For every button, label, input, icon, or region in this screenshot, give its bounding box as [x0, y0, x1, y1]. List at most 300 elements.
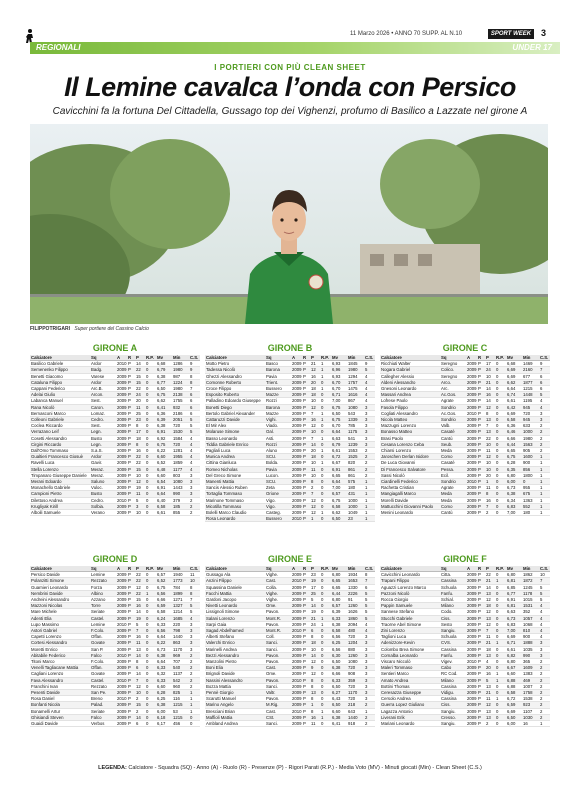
player-name-cell: Stella Lorenzo — [30, 466, 90, 472]
stat-cell: 53 — [172, 708, 189, 714]
stat-cell: 3 — [364, 696, 375, 702]
stat-cell: 2 — [485, 721, 495, 727]
stat-cell: P — [477, 690, 485, 696]
stat-cell: 0 — [145, 646, 156, 652]
player-name-cell: Ricchiuti Walter — [380, 361, 440, 367]
stat-cell: 12 — [485, 597, 495, 603]
stat-cell: 6,61 — [506, 398, 522, 404]
stat-cell: Viado. — [265, 423, 291, 429]
stat-cell: 1 — [320, 448, 331, 454]
stat-cell: 11 — [310, 466, 320, 472]
column-header: P — [135, 355, 145, 361]
stat-cell: Casatè — [440, 460, 466, 466]
stat-cell: P — [127, 590, 135, 596]
stat-cell: Citta. — [440, 572, 466, 578]
stat-cell: Palad. — [90, 702, 116, 708]
stat-cell: 12 — [310, 510, 320, 516]
stat-cell: Fanfu. — [440, 590, 466, 596]
stat-cell: 0 — [522, 479, 539, 485]
stat-cell: 2009 — [467, 702, 477, 708]
player-name-cell: Krugliyak Kirill — [30, 503, 90, 509]
stat-cell: 2009 — [117, 646, 127, 652]
stat-cell: 19 — [135, 485, 145, 491]
stat-cell: 9 — [310, 665, 320, 671]
stat-cell: 0 — [495, 392, 506, 398]
stat-cell: 1888 — [522, 640, 539, 646]
stat-cell: 9 — [189, 361, 200, 367]
stat-cell: P — [127, 386, 135, 392]
stat-cell: 633 — [522, 423, 539, 429]
stat-cell: P — [477, 634, 485, 640]
player-name-cell: Ghisiandi Steven — [30, 714, 90, 720]
stat-cell: 0 — [145, 410, 156, 416]
stat-cell: P — [302, 448, 310, 454]
stat-cell: 1 — [539, 454, 550, 460]
stat-cell: 0 — [145, 479, 156, 485]
stat-cell: 542 — [172, 677, 189, 683]
stat-cell: 4 — [364, 373, 375, 379]
stat-cell: 2009 — [467, 721, 477, 727]
stat-cell: Lucon. — [265, 472, 291, 478]
stat-cell: P — [302, 485, 310, 491]
stat-cell: 8 — [189, 584, 200, 590]
stat-cell: 720 — [522, 410, 539, 416]
stat-cell: 5 — [364, 597, 375, 603]
stat-cell: 2 — [539, 714, 550, 720]
stat-cell: 1653 — [347, 578, 364, 584]
stat-cell: 1553 — [347, 448, 364, 454]
column-header: R.P. — [495, 355, 506, 361]
stat-cell: 10 — [485, 466, 495, 472]
stat-cell: 0 — [320, 516, 331, 522]
column-header: P — [310, 566, 320, 572]
stat-cell: P — [302, 683, 310, 689]
player-name-cell: Pesenti Davide — [30, 690, 90, 696]
player-name-cell: Sassi Nicolò — [380, 472, 440, 478]
stat-cell: Ciss. — [440, 702, 466, 708]
stat-cell: 6,58 — [506, 690, 522, 696]
stat-cell: P — [127, 628, 135, 634]
stat-cell: 4 — [189, 454, 200, 460]
stat-cell: 6,60 — [156, 683, 172, 689]
stat-cell: 2 — [364, 702, 375, 708]
column-header: Calciatore — [380, 355, 440, 361]
stat-cell: P — [302, 423, 310, 429]
player-name-cell: Scarutti Manuel — [205, 696, 265, 702]
stat-cell: 15 — [135, 379, 145, 385]
stat-cell: P — [127, 466, 135, 472]
stat-cell: 22 — [135, 590, 145, 596]
stat-cell: P — [302, 640, 310, 646]
stat-cell: 0 — [145, 454, 156, 460]
stat-cell: 6,88 — [506, 683, 522, 689]
section-label: REGIONALI — [36, 43, 81, 52]
column-header: Sq — [265, 566, 291, 572]
stat-cell: 0 — [495, 603, 506, 609]
stat-cell: 2010 — [467, 659, 477, 665]
stat-cell: 6 — [310, 628, 320, 634]
stat-cell: 1 — [320, 361, 331, 367]
player-name-cell: Maffioli Mattia — [205, 714, 265, 720]
stat-cell: 1 — [310, 702, 320, 708]
stat-cell: 1584 — [172, 435, 189, 441]
stat-cell: 2226 — [347, 590, 364, 596]
column-header: C.S. — [540, 566, 549, 571]
column-header: Sq — [440, 566, 466, 572]
column-header: Mv — [506, 355, 522, 361]
stat-cell: Oal. — [265, 429, 291, 435]
stat-cell: Meraz. — [90, 466, 116, 472]
stat-cell: Busto — [90, 491, 116, 497]
player-name-cell: Labanca Manuel — [30, 398, 90, 404]
stat-cell: 4 — [364, 628, 375, 634]
stat-cell: Legn. — [90, 441, 116, 447]
stat-cell: 0 — [320, 491, 331, 497]
stat-cell: P — [127, 485, 135, 491]
stat-cell: 6,62 — [506, 379, 522, 385]
stat-cell: 10 — [310, 398, 320, 404]
stat-cell: 6,91 — [331, 466, 347, 472]
stat-cell: 6,75 — [331, 417, 347, 423]
stat-cell: 3 — [364, 659, 375, 665]
stat-cell: 720 — [347, 634, 364, 640]
stat-cell: 1757 — [347, 379, 364, 385]
stat-cell: 6,70 — [331, 379, 347, 385]
stat-cell: 900 — [522, 460, 539, 466]
stat-cell: 6,50 — [331, 516, 347, 522]
player-name-cell: Rachetta Cristian — [380, 485, 440, 491]
column-header: Min — [172, 566, 189, 572]
stat-cell: 1 — [485, 479, 495, 485]
column-header: Min — [522, 355, 539, 361]
stat-cell: 0 — [145, 429, 156, 435]
stat-cell: 2009 — [467, 460, 477, 466]
stat-cell: 2 — [539, 441, 550, 447]
column-header: Sq — [440, 355, 466, 361]
stat-cell: 2009 — [467, 609, 477, 615]
stat-cell: Sangiu. — [440, 708, 466, 714]
stat-cell: P — [477, 472, 485, 478]
stat-cell: 8 — [310, 683, 320, 689]
stat-cell: P — [302, 398, 310, 404]
stat-cell: 16 — [485, 497, 495, 503]
stat-cell: Varese — [90, 373, 116, 379]
stat-cell: 2 — [189, 510, 200, 516]
stat-cell: 13 — [485, 417, 495, 423]
stat-cell: 2009 — [292, 572, 302, 578]
stat-cell: 945 — [522, 417, 539, 423]
stat-cell: P — [477, 379, 485, 385]
stat-cell: Vighi. — [265, 417, 291, 423]
player-name-cell: Mazzugni Lorenzo — [380, 423, 440, 429]
stat-cell: P — [127, 510, 135, 516]
stat-cell: Como — [440, 454, 466, 460]
stat-cell: 6,00 — [156, 708, 172, 714]
stat-cell: P — [302, 665, 310, 671]
column-header: A — [466, 355, 477, 361]
stat-cell: 7 — [485, 628, 495, 634]
stat-cell: 6,52 — [156, 460, 172, 466]
player-name-cell: Massari Andrea — [380, 392, 440, 398]
stat-cell: 6,81 — [506, 603, 522, 609]
stat-cell: 8 — [189, 379, 200, 385]
stat-cell: 0 — [495, 690, 506, 696]
player-name-cell: Guerra Lopez Giuliano — [380, 702, 440, 708]
stat-cell: P — [302, 404, 310, 410]
stat-cell: Pavon. — [265, 659, 291, 665]
stat-cell: 6,70 — [331, 386, 347, 392]
stat-cell: Arcon. — [90, 392, 116, 398]
stat-cell: 6 — [189, 392, 200, 398]
player-name-cell: Stucchi Gabriele — [380, 615, 440, 621]
stat-cell: 3 — [539, 640, 550, 646]
stat-cell: 18 — [310, 386, 320, 392]
stat-cell: 6,50 — [331, 659, 347, 665]
stat-cell: 5 — [189, 609, 200, 615]
stat-cell: 12 — [310, 423, 320, 429]
stat-cell: 0 — [320, 472, 331, 478]
stat-cell: Pavon. — [265, 696, 291, 702]
stat-cell: 1 — [320, 708, 331, 714]
stat-cell: 2 — [189, 497, 200, 503]
stat-cell: P — [127, 721, 135, 727]
stat-cell: 20 — [310, 379, 320, 385]
stat-cell: 6,34 — [506, 497, 522, 503]
stat-cell: 798 — [172, 628, 189, 634]
stat-cell: 8 — [135, 659, 145, 665]
stat-cell: 0 — [145, 466, 156, 472]
stat-cell: P — [477, 683, 485, 689]
stat-cell: 2009 — [467, 454, 477, 460]
stat-cell: 6,69 — [506, 373, 522, 379]
stat-cell: 2 — [189, 677, 200, 683]
stat-cell: 1 — [189, 690, 200, 696]
stat-cell: 10 — [485, 441, 495, 447]
stat-cell: 0 — [145, 634, 156, 640]
player-name-cell: Cattaruzzi Davide — [205, 417, 265, 423]
stat-cell: Barona — [265, 367, 291, 373]
stat-cell: Pessa. — [440, 466, 466, 472]
player-name-cell: Croce Filippo — [205, 386, 265, 392]
stat-cell: P — [302, 479, 310, 485]
stat-cell: 1049 — [347, 510, 364, 516]
stat-cell: 6,27 — [331, 690, 347, 696]
stat-cell: 2009 — [467, 652, 477, 658]
stat-cell: P — [302, 659, 310, 665]
stat-cell: 0 — [189, 714, 200, 720]
stat-cell: 1080 — [172, 479, 189, 485]
stat-cell: 12 — [310, 659, 320, 665]
stat-cell: 1 — [539, 466, 550, 472]
stat-cell: 0 — [320, 392, 331, 398]
stat-cell: 0 — [145, 510, 156, 516]
stat-cell: 3 — [364, 671, 375, 677]
stat-cell: P — [127, 696, 135, 702]
stat-cell: Vigo. — [265, 497, 291, 503]
stat-cell: 6,54 — [156, 479, 172, 485]
player-name-cell: Venelli Tagliacane Mattia — [30, 665, 90, 671]
stat-cell: 6,56 — [156, 628, 172, 634]
stat-cell: 0 — [145, 640, 156, 646]
stat-cell: 1170 — [347, 690, 364, 696]
stat-cell: 2009 — [292, 503, 302, 509]
stat-cell: 0 — [145, 597, 156, 603]
stat-cell: 3 — [364, 429, 375, 435]
stat-cell: 0 — [320, 690, 331, 696]
stat-cell: 2 — [539, 448, 550, 454]
stat-cell: 8 — [135, 423, 145, 429]
stat-cell: 0 — [495, 454, 506, 460]
stat-cell: 2009 — [292, 423, 302, 429]
stat-cell: 24 — [135, 392, 145, 398]
stat-cell: Orione — [265, 491, 291, 497]
stat-cell: 2009 — [292, 646, 302, 652]
stat-cell: Vuloc. — [90, 485, 116, 491]
stat-cell: Sangiu. — [440, 628, 466, 634]
stat-cell: 2 — [364, 448, 375, 454]
stat-cell: 5 — [485, 677, 495, 683]
player-name-cell: Micotilla Tommaso — [205, 503, 265, 509]
stat-cell: 0 — [145, 472, 156, 478]
stat-cell: P — [477, 578, 485, 584]
stat-cell: 0 — [495, 597, 506, 603]
stat-cell: 116 — [172, 696, 189, 702]
stat-cell: P — [302, 646, 310, 652]
stat-cell: 3 — [364, 683, 375, 689]
stat-cell: Rozzi — [265, 398, 291, 404]
stat-cell: 820 — [347, 460, 364, 466]
stat-cell: 2009 — [467, 671, 477, 677]
stat-cell: 0 — [495, 609, 506, 615]
stat-cell: 3 — [364, 646, 375, 652]
stat-cell: 720 — [347, 665, 364, 671]
stat-cell: Sangiu. — [440, 721, 466, 727]
player-name-cell: Persico Davide — [30, 572, 90, 578]
stat-cell: 0 — [495, 634, 506, 640]
stat-cell: 1845 — [347, 361, 364, 367]
stat-cell: 10 — [485, 460, 495, 466]
stat-cell: 6,42 — [506, 404, 522, 410]
player-name-cell: Aguazzi Lorenzo Marco — [380, 584, 440, 590]
stat-cell: 2009 — [292, 479, 302, 485]
stat-cell: 3 — [189, 479, 200, 485]
stat-cell: 6,83 — [506, 503, 522, 509]
stat-cell: 2009 — [117, 690, 127, 696]
stat-cell: 2009 — [117, 410, 127, 416]
stat-cell: Meda — [440, 491, 466, 497]
stat-cell: 6,28 — [156, 690, 172, 696]
stat-cell: 0 — [320, 702, 331, 708]
stat-cell: 1609 — [522, 665, 539, 671]
column-header: C.S. — [365, 566, 374, 571]
stat-cell: 0 — [189, 721, 200, 727]
stat-cell: Ecil. — [440, 472, 466, 478]
stat-cell: 1339 — [347, 417, 364, 423]
stat-cell: 2009 — [467, 634, 477, 640]
column-header: Calciatore — [380, 566, 440, 572]
stat-cell: P — [127, 448, 135, 454]
stat-cell: 2009 — [117, 584, 127, 590]
stat-cell: 12 — [310, 497, 320, 503]
stat-cell: 15 — [135, 597, 145, 603]
stat-cell: Codo. — [440, 609, 466, 615]
column-header: Mv — [331, 355, 347, 361]
stat-cell: 2009 — [467, 510, 477, 516]
stat-cell: 1955 — [172, 454, 189, 460]
stat-cell: 2009 — [467, 628, 477, 634]
stat-cell: 1363 — [522, 497, 539, 503]
stat-cell: 2009 — [467, 367, 477, 373]
stat-cell: 6,36 — [506, 423, 522, 429]
player-name-cell: Mangiagalli Marco — [380, 491, 440, 497]
stat-cell: 3 — [135, 503, 145, 509]
stat-cell: 8 — [189, 590, 200, 596]
stat-cell: 4 — [485, 659, 495, 665]
stat-cell: Seriate — [90, 708, 116, 714]
stat-cell: 19 — [310, 578, 320, 584]
stat-cell: 2010 — [467, 479, 477, 485]
stat-cell: 17 — [310, 584, 320, 590]
stat-cell: 2 — [189, 683, 200, 689]
stat-cell: Sondrio — [440, 479, 466, 485]
stat-cell: 8 — [310, 479, 320, 485]
stat-cell: 6,50 — [331, 702, 347, 708]
stat-cell: 6,33 — [156, 677, 172, 683]
stat-cell: 7,00 — [331, 398, 347, 404]
article-subhead: Cavicchini fa la fortuna Del Cittadella, Gussago top dei Vighenzi, profumo di Basilico a Lazzate nel girone A — [52, 106, 528, 117]
stat-cell: 13 — [485, 708, 495, 714]
stat-cell: P — [477, 392, 485, 398]
stat-cell: 6,64 — [331, 429, 347, 435]
stat-cell: P — [477, 503, 485, 509]
stat-cell: 6,33 — [331, 677, 347, 683]
player-name-cell: Esposito Roberto — [205, 392, 265, 398]
stat-cell: 18 — [135, 435, 145, 441]
stat-cell: 2009 — [467, 392, 477, 398]
stat-cell: 0 — [145, 677, 156, 683]
stat-cell: 17 — [485, 361, 495, 367]
stat-cell: SCU. — [265, 479, 291, 485]
stat-cell: 0 — [320, 379, 331, 385]
stat-cell: 2009 — [117, 721, 127, 727]
stat-cell: 1245 — [522, 584, 539, 590]
stat-cell: Azzano — [90, 597, 116, 603]
stat-cell: Casatè — [440, 429, 466, 435]
stat-cell: P — [477, 696, 485, 702]
stat-cell: 1215 — [522, 386, 539, 392]
stat-cell: 3 — [364, 410, 375, 416]
stat-cell: 2009 — [292, 665, 302, 671]
stat-cell: 10 — [310, 646, 320, 652]
player-name-cell: Valerchi Enrico — [205, 640, 265, 646]
stat-cell: 2160 — [522, 367, 539, 373]
stat-cell: 2009 — [292, 497, 302, 503]
stat-cell: Barona — [265, 404, 291, 410]
stat-cell: Legn. — [90, 429, 116, 435]
stat-cell: 3 — [189, 485, 200, 491]
stat-cell: 0 — [495, 404, 506, 410]
stat-cell: 707 — [172, 659, 189, 665]
stat-cell: 352 — [522, 609, 539, 615]
stat-cell: P — [477, 435, 485, 441]
stat-cell: Coll. — [265, 634, 291, 640]
stat-cell: 14 — [135, 609, 145, 615]
player-name-cell: Gnesoni Leonardo — [380, 386, 440, 392]
stat-cell: 10 — [189, 578, 200, 584]
stat-cell: 2009 — [117, 386, 127, 392]
stat-cell: Castel. — [90, 677, 116, 683]
stat-cell: 6,38 — [506, 491, 522, 497]
